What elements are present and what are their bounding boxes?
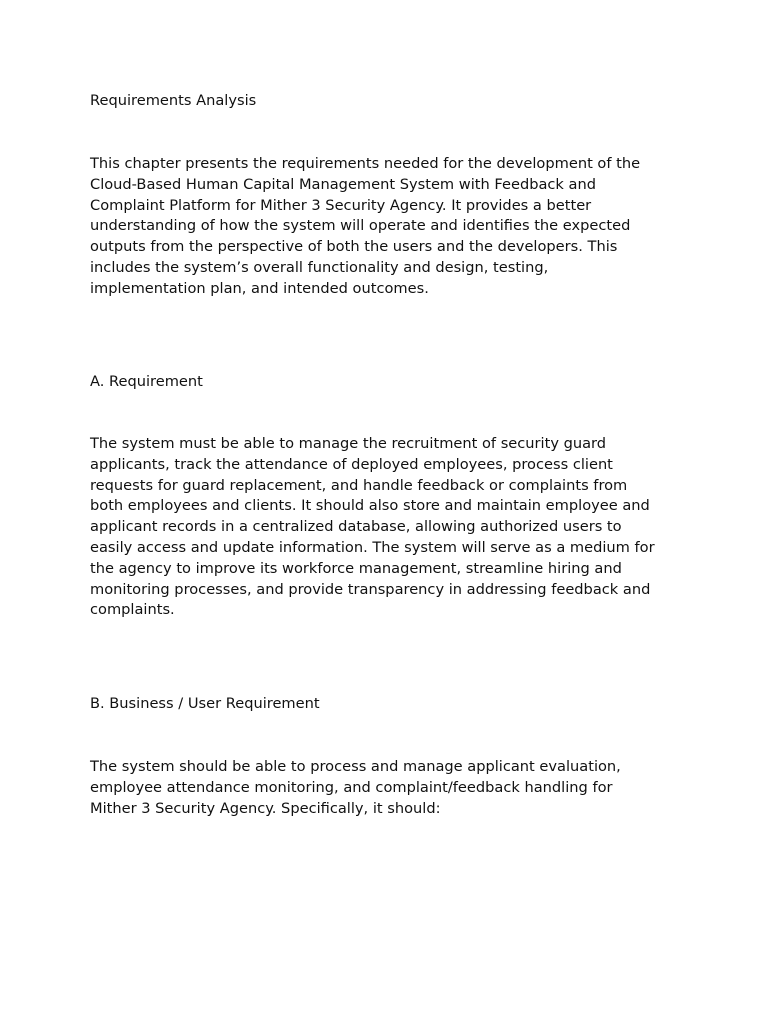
intro-paragraph [90,154,690,300]
paragraph-line: The system should be able to process and manage applicant evaluation, [90,758,621,775]
paragraph-line: outputs from the perspective of both the users and the developers. This [90,238,618,256]
paragraph-line: easily access and update information. The system will serve as a medium for [90,538,655,556]
paragraph-line: applicant records in a centralized database, allowing authorized users to [90,518,622,536]
paragraph-line: employee attendance monitoring, and complaint/feedback handling for [90,778,613,796]
section-a-paragraph [90,434,690,621]
paragraph-line: both employees and clients. It should also store and maintain employee and [90,497,650,515]
section-a-heading: A. Requirement [90,373,203,390]
paragraph-line: requests for guard replacement, and handle feedback or complaints from [90,476,628,494]
paragraph-line: the agency to improve its workforce management, streamline hiring and [90,559,622,577]
section-b-heading: B. Business / User Requirement [90,695,320,712]
paragraph-line: implementation plan, and intended outcomes. [90,279,429,297]
paragraph-line: Cloud-Based Human Capital Management System with Feedback and [90,175,596,193]
document-title: Requirements Analysis [90,92,257,109]
paragraph-line: applicants, track the attendance of deployed employees, process client [90,455,613,473]
paragraph-line: Complaint Platform for Mither 3 Security Agency. It provides a better [90,196,592,214]
paragraph-line: Mither 3 Security Agency. Specifically, it should: [90,799,441,817]
paragraph-line: monitoring processes, and provide transparency in addressing feedback and [90,580,651,598]
paragraph-line: complaints. [90,601,175,619]
paragraph-line: The system must be able to manage the recruitment of security guard [90,435,607,452]
paragraph-line: includes the system’s overall functionality and design, testing, [90,258,549,276]
section-b-paragraph [90,757,690,819]
paragraph-line: This chapter presents the requirements needed for the development of the [90,155,641,172]
paragraph-line: understanding of how the system will operate and identifies the expected [90,217,631,235]
